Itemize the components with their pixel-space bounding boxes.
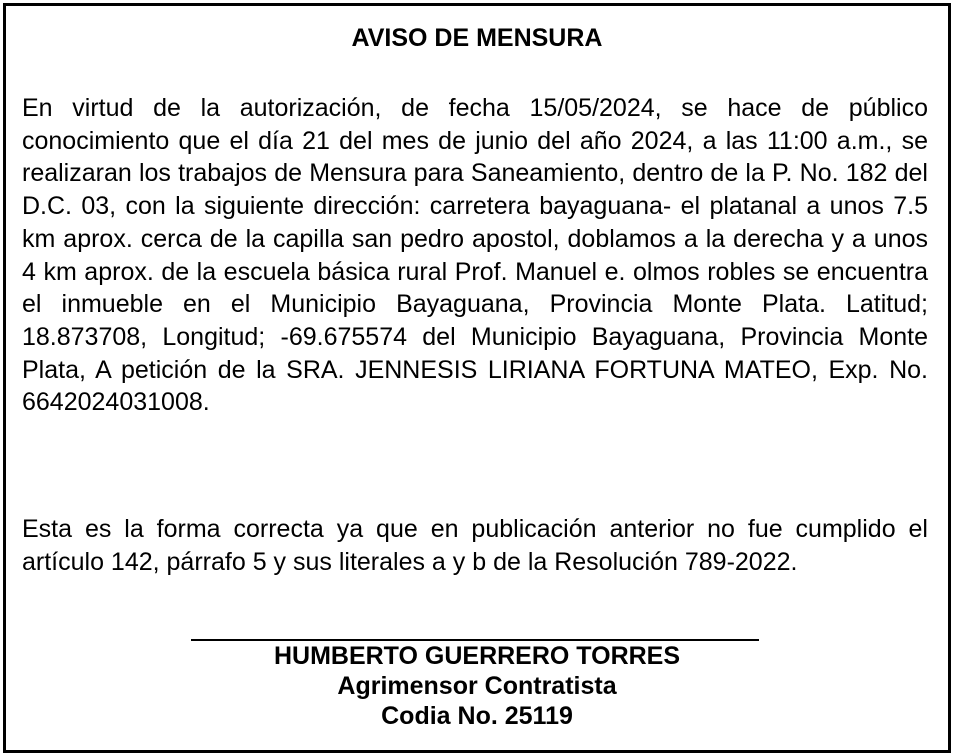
- notice-frame: [3, 3, 951, 753]
- signature-name: HUMBERTO GUERRERO TORRES: [273, 642, 681, 670]
- notice-paragraph-1: En virtud de la autorización, de fecha 15/05/2024, se hace de público conocimiento que el día 21 del mes de junio del año 2024, a las 11:00 a.m., se realizaran los trabajos de Mensura para Saneamiento, dentro de la P. No. 182 del D.C. 03, con la siguiente dirección: carretera bayaguana- el platanal a unos 7.5 km aprox. cerca de la capilla san pedro apostol, doblamos a la derecha y a unos 4 km aprox. de la escuela básica rural Prof. Manuel e. olmos robles se encuentra el inmueble en el Municipio Bayaguana, Provincia Monte Plata. Latitud; 18.873708, Longitud; -69.675574 del Municipio Bayaguana, Provincia Monte Plata, A petición de la SRA. JENNESIS LIRIANA FORTUNA MATEO, Exp. No. 6642024031008.: [22, 94, 928, 417]
- signature-codia: Codia No. 25119: [381, 702, 573, 730]
- notice-title: AVISO DE MENSURA: [351, 24, 603, 52]
- signature-role: Agrimensor Contratista: [337, 672, 617, 700]
- notice-paragraph-2: Esta es la forma correcta ya que en publicación anterior no fue cumplido el artículo 142, párrafo 5 y sus literales a y b de la Resolución 789-2022.: [22, 515, 928, 576]
